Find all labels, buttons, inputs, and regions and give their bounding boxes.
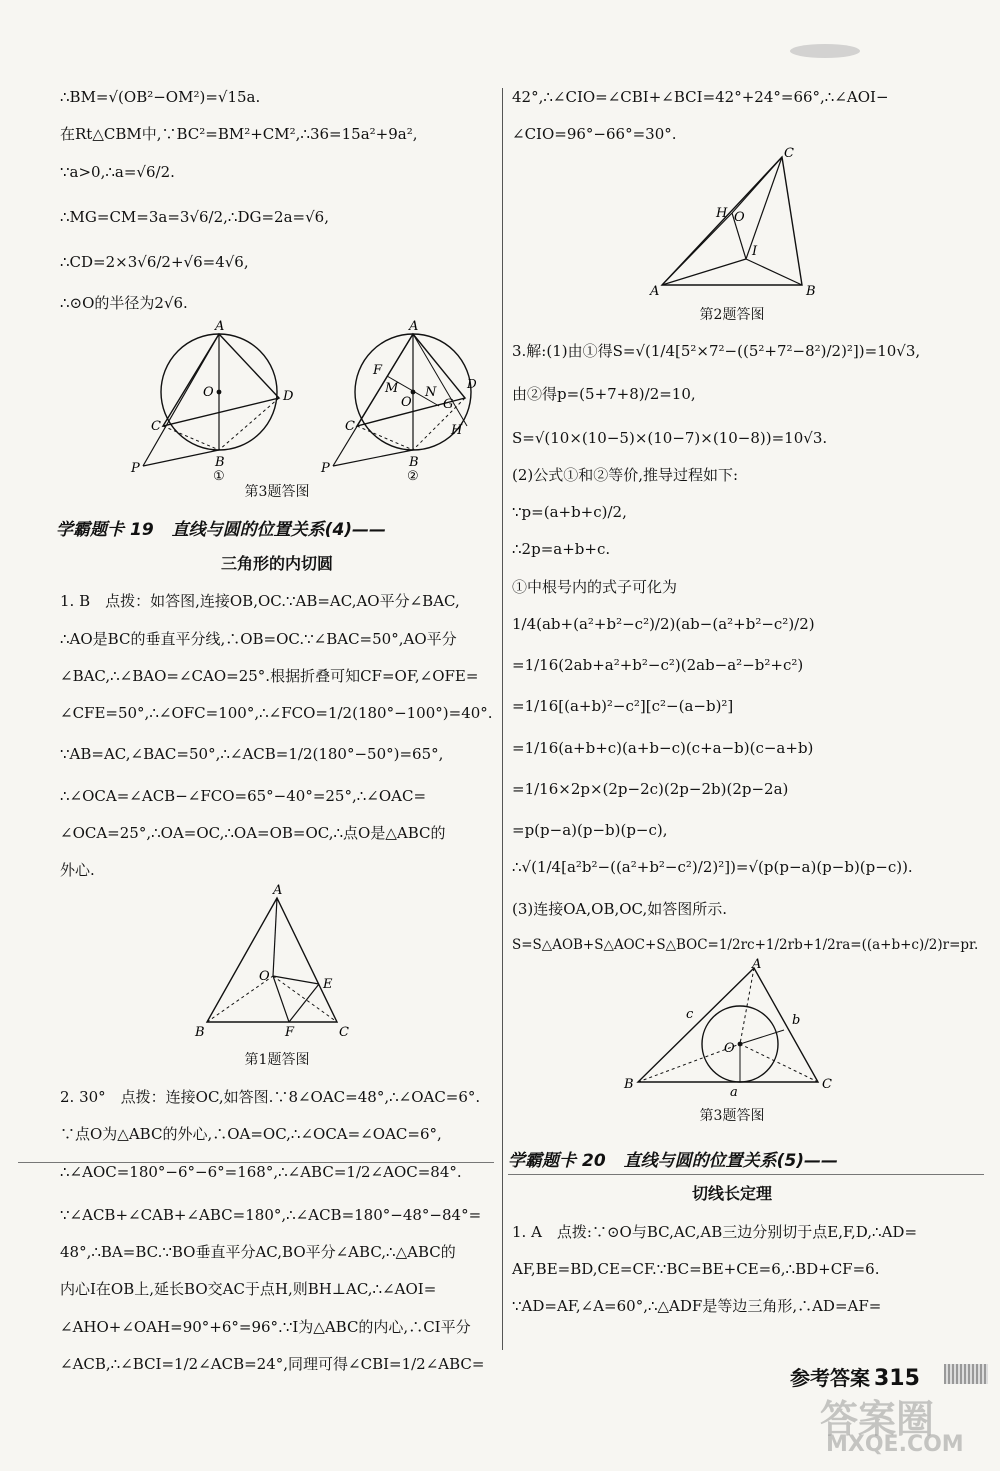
label-num: ① xyxy=(213,468,225,484)
text-line: ∠CFE=50°,∴∠OFC=100°,∴∠FCO=1/2(180°−100°)=40°. xyxy=(60,704,493,723)
label-e: E xyxy=(323,977,333,993)
text-line: ∵∠ACB+∠CAB+∠ABC=180°,∴∠ACB=180°−48°−84°= xyxy=(60,1205,482,1224)
figure-triangle-q2 xyxy=(622,145,842,299)
text-line: ①中根号内的式子可化为 xyxy=(512,577,678,596)
label-f: F xyxy=(285,1025,295,1041)
label-m: M xyxy=(385,380,399,396)
figure-caption: 第1题答图 xyxy=(244,1052,310,1069)
footer-label: 参考答案 xyxy=(790,1366,870,1390)
text-line: 1. B 点拨：如答图,连接OB,OC.∵AB=AC,AO平分∠BAC, xyxy=(60,592,460,611)
text-line: ∴AO是BC的垂直平分线,∴OB=OC.∵∠BAC=50°,AO平分 xyxy=(60,629,457,648)
text-line: 内心I在OB上,延长BO交AC于点H,则BH⊥AC,∴∠AOI= xyxy=(60,1280,437,1299)
text-line: =1/16(2ab+a²+b²−c²)(2ab−a²−b²+c²) xyxy=(512,656,804,675)
text-line: ∴MG=CM=3a=3√6/2,∴DG=2a=√6, xyxy=(60,207,329,226)
text-line: ∠BAC,∴∠BAO=∠CAO=25°.根据折叠可知CF=OF,∠OFE= xyxy=(60,666,479,685)
text-line: ∴BM=√(OB²−OM²)=√15a. xyxy=(60,88,261,106)
text-line: 由②得p=(5+7+8)/2=10, xyxy=(512,385,696,404)
left-column xyxy=(56,86,494,1390)
card-20-subtitle: 切线长定理 xyxy=(691,1183,772,1203)
circle-figure-1 xyxy=(130,319,294,484)
text-line: (3)连接OA,OB,OC,如答图所示. xyxy=(512,899,728,918)
label-d: D xyxy=(283,388,294,404)
figure-caption: 第3题答图 xyxy=(699,1107,765,1124)
label-o: O xyxy=(401,394,412,410)
label-side-b: b xyxy=(792,1012,801,1028)
footer-decoration xyxy=(944,1364,988,1384)
text-line: ∵AD=AF,∠A=60°,∴△ADF是等边三角形,∴AD=AF= xyxy=(512,1297,882,1316)
label-c: C xyxy=(784,145,794,161)
text-line: S=√(10×(10−5)×(10−7)×(10−8))=10√3. xyxy=(512,428,828,447)
card-19-subtitle: 三角形的内切圆 xyxy=(220,553,333,573)
label-a: A xyxy=(215,318,225,334)
label-c: C xyxy=(822,1076,832,1092)
text-line: ∵点O为△ABC的外心,∴OA=OC,∴∠OCA=∠OAC=6°, xyxy=(60,1125,442,1144)
text-line: ∵AB=AC,∠BAC=50°,∴∠ACB=1/2(180°−50°)=65°, xyxy=(60,745,444,764)
text-line: 外心. xyxy=(60,861,95,880)
page-number: 315 xyxy=(874,1366,920,1391)
label-h: H xyxy=(451,422,463,438)
text-line: 1/4(ab+(a²+b²−c²)/2)(ab−(a²+b²−c²)/2) xyxy=(512,614,815,633)
text-line: S=S△AOB+S△AOC+S△BOC=1/2rc+1/2rb+1/2ra=((a+b+c)/2)r=pr. xyxy=(512,936,979,953)
figure-incircle-q3 xyxy=(612,956,852,1100)
watermark-logo: 答案圈 xyxy=(820,1397,935,1441)
text-line: =p(p−a)(p−b)(p−c), xyxy=(512,821,668,840)
card-title-label: 学霸题卡 xyxy=(56,520,124,541)
label-b: B xyxy=(409,454,419,470)
text-line: 2. 30° 点拨：连接OC,如答图.∵8∠OAC=48°,∴∠OAC=6°. xyxy=(60,1088,481,1107)
card-number: 19 xyxy=(130,520,154,541)
text-line: ∴∠OCA=∠ACB−∠FCO=65°−40°=25°,∴∠OAC= xyxy=(60,786,427,805)
column-divider xyxy=(502,88,503,1350)
text-line: ∵p=(a+b+c)/2, xyxy=(512,503,627,522)
label-side-a: a xyxy=(730,1084,738,1100)
label-p: P xyxy=(321,460,330,476)
label-num: ② xyxy=(407,468,419,484)
text-line: 48°,∴BA=BC.∵BO垂直平分AC,BO平分∠ABC,∴△ABC的 xyxy=(60,1243,456,1262)
label-i: I xyxy=(752,243,758,259)
label-c: C xyxy=(345,418,355,434)
text-line: ∴2p=a+b+c. xyxy=(512,540,611,559)
text-line: (2)公式①和②等价,推导过程如下: xyxy=(512,465,739,484)
label-a: A xyxy=(752,956,762,972)
text-line: ∠OCA=25°,∴OA=OC,∴OA=OB=OC,∴点O是△ABC的 xyxy=(60,823,446,842)
label-c: C xyxy=(339,1025,349,1041)
card-title-topic: 直线与圆的位置关系(5)—— xyxy=(623,1150,839,1171)
card-20-title xyxy=(508,1148,952,1174)
corner-decoration xyxy=(790,44,860,58)
text-line: AF,BE=BD,CE=CF.∵BC=BE+CE=6,∴BD+CF=6. xyxy=(512,1259,880,1278)
label-c: C xyxy=(151,418,161,434)
label-o: O xyxy=(259,969,270,985)
text-line: =1/16(a+b+c)(a+b−c)(c+a−b)(c−a+b) xyxy=(512,738,814,757)
label-a: A xyxy=(650,283,660,299)
card-title-topic: 直线与圆的位置关系(4)—— xyxy=(171,520,387,541)
text-line: =1/16×2p×(2p−2c)(2p−2b)(2p−2a) xyxy=(512,779,789,798)
label-o: O xyxy=(724,1040,735,1056)
label-p: P xyxy=(131,460,140,476)
label-b: B xyxy=(624,1076,634,1092)
label-o: O xyxy=(203,384,214,400)
text-line: ∴⊙O的半径为2√6. xyxy=(60,294,188,313)
text-line: 3.解:(1)由①得S=√(1/4[5²×7²−((5²+7²−8²)/2)²])=10√3, xyxy=(512,342,921,361)
label-b: B xyxy=(806,283,816,299)
label-side-c: c xyxy=(686,1006,694,1022)
text-line: 在Rt△CBM中,∵BC²=BM²+CM²,∴36=15a²+9a², xyxy=(60,125,418,144)
circle-figure-2 xyxy=(320,319,477,484)
label-g: G xyxy=(443,396,454,412)
text-line: ∠ACB,∴∠BCI=1/2∠ACB=24°,同理可得∠CBI=1/2∠ABC= xyxy=(60,1354,485,1373)
figure-circles-q3 xyxy=(87,316,477,484)
text-line: ∴CD=2×3√6/2+√6=4√6, xyxy=(60,253,249,271)
figure-triangle-q1 xyxy=(177,884,377,1044)
card-title-label: 学霸题卡 xyxy=(508,1150,576,1171)
label-b: B xyxy=(195,1025,205,1041)
text-line: ∴∠AOC=180°−6°−6°=168°,∴∠ABC=1/2∠AOC=84°. xyxy=(60,1162,462,1181)
watermark-url: MXQE.COM xyxy=(826,1432,964,1457)
figure-caption: 第2题答图 xyxy=(699,306,765,323)
label-a: A xyxy=(409,318,419,334)
card-19-title xyxy=(56,517,494,543)
label-n: N xyxy=(425,384,437,400)
text-line: =1/16[(a+b)²−c²][c²−(a−b)²] xyxy=(512,697,734,716)
text-line: ∠CIO=96°−66°=30°. xyxy=(512,125,677,144)
figure-caption: 第3题答图 xyxy=(244,483,310,500)
label-f: F xyxy=(373,362,383,378)
text-line: 1. A 点拨:∵⊙O与BC,AC,AB三边分别切于点E,F,D,∴AD= xyxy=(512,1222,918,1241)
label-h: H xyxy=(716,205,728,221)
text-line: ∴√(1/4[a²b²−((a²+b²−c²)/2)²])=√(p(p−a)(p−b)(p−c)). xyxy=(512,858,913,877)
label-d: D xyxy=(467,376,477,391)
label-b: B xyxy=(215,454,225,470)
right-column xyxy=(508,86,979,1332)
card-number: 20 xyxy=(582,1150,606,1171)
text-line: ∵a>0,∴a=√6/2. xyxy=(60,162,175,181)
page-footer xyxy=(790,1362,920,1391)
label-o: O xyxy=(734,209,745,225)
label-a: A xyxy=(273,883,283,899)
text-line: ∠AHO+∠OAH=90°+6°=96°.∵I为△ABC的内心,∴CI平分 xyxy=(60,1317,471,1336)
text-line: 42°,∴∠CIO=∠CBI+∠BCI=42°+24°=66°,∴∠AOI− xyxy=(512,88,889,106)
